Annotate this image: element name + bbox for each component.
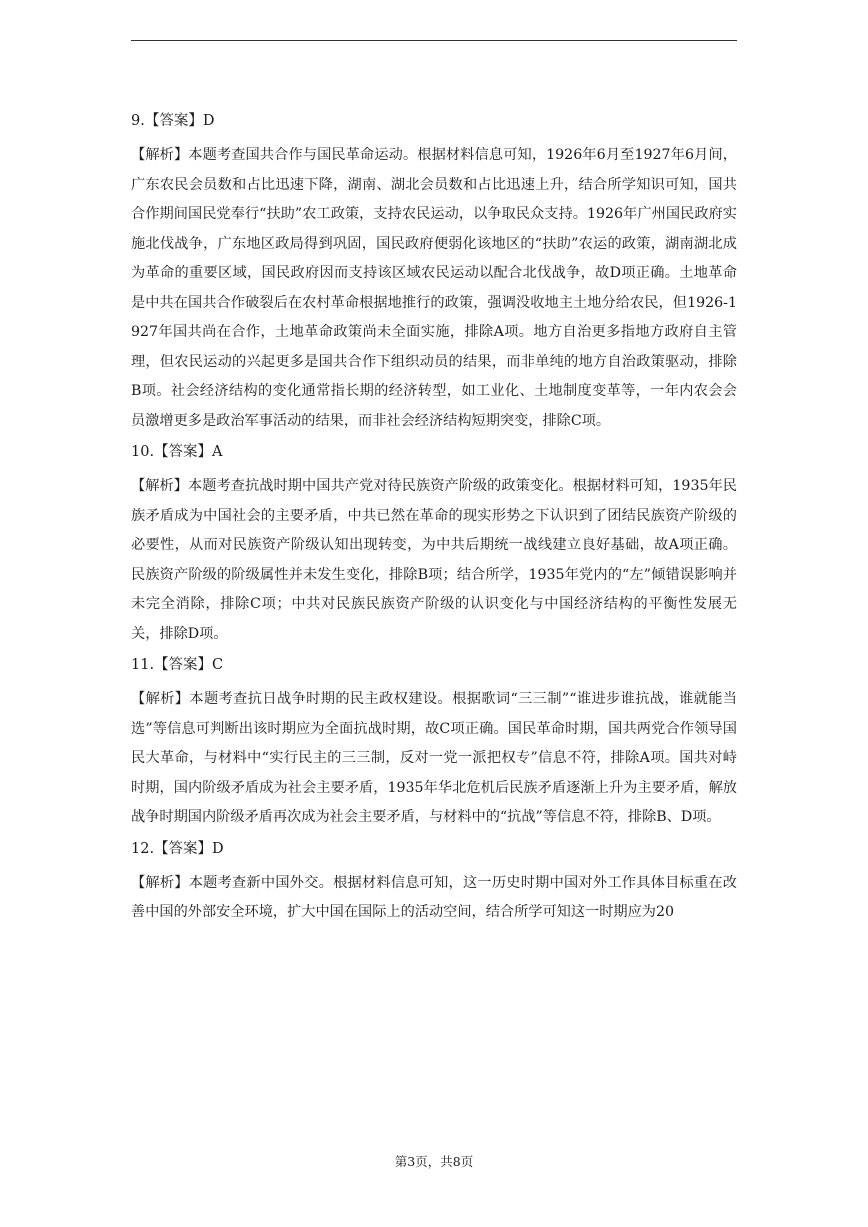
header-rule <box>131 40 737 41</box>
analysis-paragraph: 【解析】本题考查国共合作与国民革命运动。根据材料信息可知，1926年6月至1927年6月间，广东农民会员数和占比迅速下降，湖南、湖北会员数和占比迅速上升，结合所学知识可知，国共合作期间国民党奉行“扶助”农工政策，支持农民运动，以争取民众支持。1926年广州国民政府实施北伐战争，广东地区政局得到巩固，国民政府便弱化该地区的“扶助”农运的政策，湖南湖北成为革命的重要区域，国民政府因而支持该区域农民运动以配合北伐战争，故D项正确。土地革命是中共在国共合作破裂后在农村革命根据地推行的政策，强调没收地主土地分给农民，但1926-1927年国共尚在合作，土地革命政策尚未全面实施，排除A项。地方自治更多指地方政府自主管理，但农民运动的兴起更多是国共合作下组织动员的结果，而非单纯的地方自治政策驱动，排除B项。社会经济结构的变化通常指长期的经济转型，如工业化、土地制度变革等，一年内农会会员激增更多是政治军事活动的结果，而非社会经济结构短期突变，排除C项。 <box>131 147 737 429</box>
answer-line: 9.【答案】D <box>131 113 215 129</box>
analysis-paragraph: 【解析】本题考查抗日战争时期的民主政权建设。根据歌词“三三制”“谁进步谁抗战，谁就能当选”等信息可判断出该时期应为全面抗战时期，故C项正确。国民革命时期，国共两党合作领导国民大革命，与材料中“实行民主的三三制，反对一党一派把权专”信息不符，排除A项。国共对峙时期，国内阶级矛盾成为社会主要矛盾，1935年华北危机后民族矛盾逐渐上升为主要矛盾，解放战争时期国内阶级矛盾再次成为社会主要矛盾，与材料中的“抗战”等信息不符，排除B、D项。 <box>131 691 737 825</box>
answer-line: 10.【答案】A <box>131 444 223 460</box>
answer-item-10 <box>131 439 737 649</box>
answer-line: 11.【答案】C <box>131 657 224 673</box>
answer-item-11 <box>131 652 737 833</box>
answer-line: 12.【答案】D <box>131 840 224 857</box>
page-number: 第3页，共8页 <box>394 1154 474 1169</box>
answer-item-12 <box>131 836 737 928</box>
answer-list <box>131 108 737 931</box>
analysis-paragraph: 【解析】本题考查抗战时期中国共产党对待民族资产阶级的政策变化。根据材料可知，1935年民族矛盾成为中国社会的主要矛盾，中共已然在革命的现实形势之下认识到了团结民族资产阶级的必要性，从而对民族资产阶级认知出现转变，为中共后期统一战线建立良好基础，故A项正确。民族资产阶级的阶级属性并未发生变化，排除B项；结合所学，1935年党内的“左”倾错误影响并未完全消除，排除C项；中共对民族民族资产阶级的认识变化与中国经济结构的平衡性发展无关，排除D项。 <box>131 478 737 642</box>
answer-item-9 <box>131 108 737 436</box>
analysis-paragraph: 【解析】本题考查新中国外交。根据材料信息可知，这一历史时期中国对外工作具体目标重在改善中国的外部安全环境，扩大中国在国际上的活动空间，结合所学可知这一时期应为20 <box>131 874 737 920</box>
